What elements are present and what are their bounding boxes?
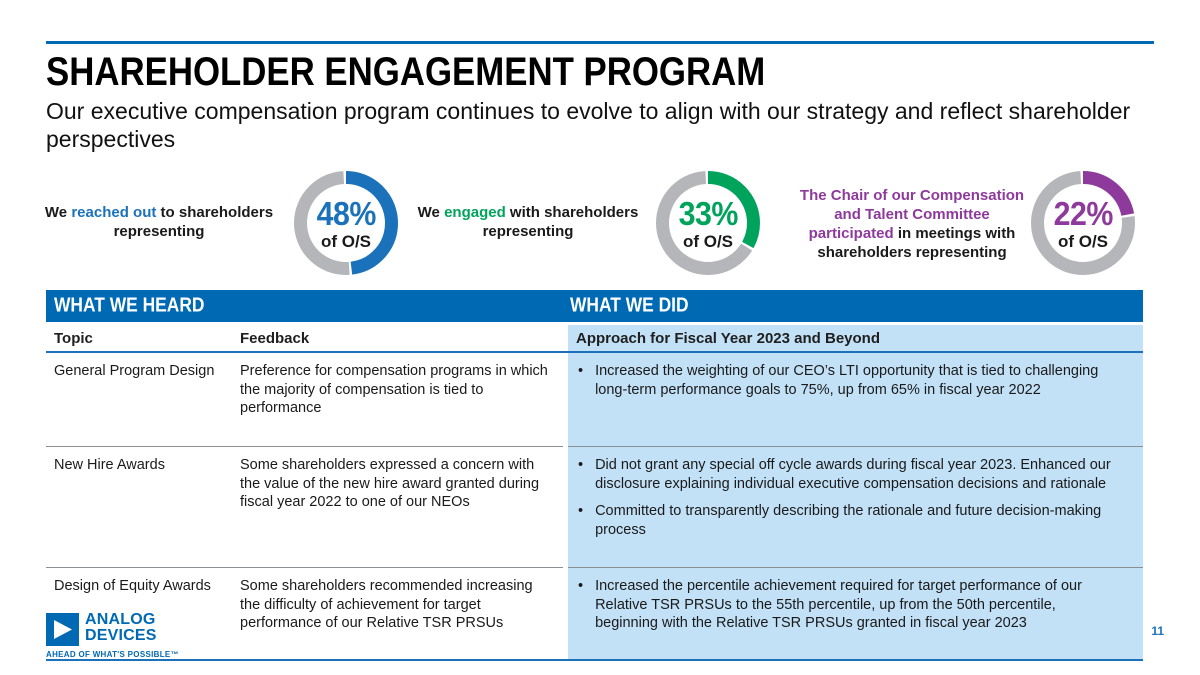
stat-text-segment: We (417, 204, 445, 221)
donut-value: 33% (678, 194, 738, 232)
bullet-item (578, 362, 1115, 399)
bullet-text: Increased the weighting of our CEO’s LTI opportunity that is tied to challenging long-term performance goals to 75%, up from 65% in fiscal year 2022 (595, 363, 1099, 398)
donut-sublabel: of O/S (1057, 231, 1109, 251)
donut-ring-svg (655, 170, 761, 276)
stat-accent-text-participated: and Talent Committee (834, 206, 990, 223)
topic-cell: New Hire Awards (46, 447, 235, 568)
donut-center-label (1030, 170, 1136, 276)
stat-accent-text-engaged: engaged (444, 204, 506, 221)
stat-description-engaged (407, 203, 649, 241)
column-header-topic: Topic (54, 330, 93, 347)
engagement-table (46, 290, 1143, 661)
stat-description-participated (787, 186, 1037, 262)
page-title-text: SHAREHOLDER ENGAGEMENT PROGRAM (46, 50, 766, 94)
table-subheader-row (46, 325, 1143, 353)
logo-line-analog: ANALOG (85, 611, 156, 628)
table-row (46, 353, 1143, 447)
bullet-marker: • (578, 578, 584, 594)
donut-ring-svg (1030, 170, 1136, 276)
bullet-item (578, 502, 1115, 539)
donut-chart-33-percent (655, 170, 761, 276)
donut-chart-22-percent (1030, 170, 1136, 276)
donut-ring-svg (293, 170, 399, 276)
feedback-cell: Preference for compensation programs in which the majority of compensation is tied to performance (235, 353, 563, 447)
approach-cell (568, 568, 1143, 659)
page-title (46, 50, 873, 95)
donut-sublabel: of O/S (320, 231, 372, 251)
table-row (46, 568, 1143, 659)
donut-value: 22% (1053, 194, 1113, 232)
stat-text-segment: shareholders representing (817, 244, 1007, 261)
what-we-heard-label: WHAT WE HEARD (54, 294, 205, 317)
donut-center-label (655, 170, 761, 276)
bullet-marker: • (578, 363, 584, 379)
bullet-text: Committed to transparently describing the rationale and future decision-making process (595, 503, 1102, 538)
stat-text-segment: We (44, 204, 72, 221)
donut-sublabel: of O/S (682, 231, 734, 251)
donut-chart-48-percent (293, 170, 399, 276)
feedback-cell: Some shareholders recommended increasing the difficulty of achievement for target performance of our Relative TSR PRSUs (240, 578, 533, 631)
stat-accent-text-reached-out: reached out (71, 204, 157, 221)
page-subtitle: Our executive compensation program continues to evolve to align with our strategy and reflect shareholder perspectives (46, 98, 1131, 152)
bullet-marker: • (578, 503, 584, 519)
table-row (46, 447, 1143, 568)
feedback-cell: Some shareholders expressed a concern with the value of the new hire award granted during fiscal year 2022 to one of our NEOs (235, 447, 563, 568)
stat-accent-text-participated: participated (808, 225, 894, 242)
stat-accent-text-participated: The Chair of our Compensation (799, 187, 1025, 204)
stat-text-segment: representing (482, 223, 574, 240)
table-header-what-we-heard (54, 295, 227, 318)
bullet-text: Increased the percentile achievement required for target performance of our Relative TSR PRSUs to the 55th percentile, up from the 50th percentile, beginning with the Relative TSR PRSUs granted in fiscal year 2023 (595, 578, 1082, 631)
bullet-item (578, 577, 1115, 633)
donut-center-label (293, 170, 399, 276)
bullet-text: Did not grant any special off cycle awards during fiscal year 2023. Enhanced our disclosure explaining individual executive compensation decisions and rationale (595, 457, 1111, 492)
analog-devices-logo-icon (46, 613, 79, 646)
stat-text-segment: to shareholders (156, 204, 274, 221)
approach-cell (568, 353, 1143, 447)
stat-text-segment: in meetings with (893, 225, 1016, 242)
stat-text-segment: representing (113, 223, 205, 240)
logo-tagline: AHEAD OF WHAT'S POSSIBLE™ (46, 650, 179, 659)
analog-devices-wordmark (85, 612, 157, 644)
logo-line-devices: DEVICES (85, 627, 157, 644)
page-number: 11 (1151, 624, 1164, 638)
bullet-marker: • (578, 457, 584, 473)
bullet-item (578, 456, 1115, 493)
topic-cell: Design of Equity Awards (54, 578, 211, 594)
table-header-what-we-did (570, 295, 706, 318)
approach-cell (568, 447, 1143, 568)
column-header-feedback: Feedback (240, 330, 310, 347)
donut-value: 48% (316, 194, 376, 232)
top-divider-rule (46, 41, 1154, 44)
table-body (46, 353, 1143, 661)
what-we-did-label: WHAT WE DID (570, 294, 689, 317)
column-header-approach: Approach for Fiscal Year 2023 and Beyond (568, 325, 1143, 351)
stat-text-segment: with shareholders (505, 204, 639, 221)
topic-cell: General Program Design (46, 353, 235, 447)
stat-description-reached-out (38, 203, 280, 241)
table-header-bar (46, 290, 1143, 322)
